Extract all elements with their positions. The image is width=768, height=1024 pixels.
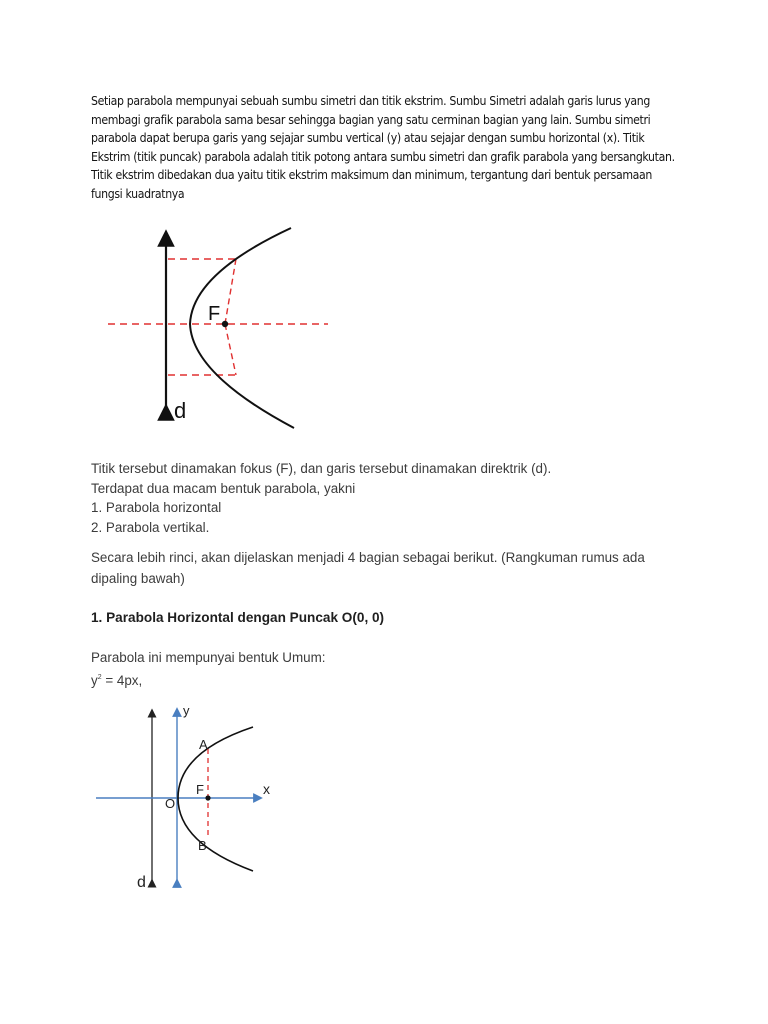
focus-label: F [208, 303, 221, 325]
upper-focal-dashed [225, 259, 236, 324]
point-a-label: A [199, 737, 208, 752]
focus-label-2: F [196, 782, 204, 797]
origin-label: O [165, 796, 176, 811]
x-axis-label: x [263, 781, 270, 797]
focus-directrix-text: Titik tersebut dinamakan fokus (F), dan garis tersebut dinamakan direktrik (d). Terdapat dua macam bentuk parabola, yakni 1. Parabola horizontal 2. Parabola vertikal. [91, 461, 552, 535]
parabola-curve [190, 228, 294, 428]
equation: $y^2 = 4px$, [91, 673, 143, 688]
directrix-label: d [174, 398, 187, 423]
details-paragraph: Secara lebih rinci, akan dijelaskan menjadi 4 bagian sebagai berikut. (Rangkuman rumus ada dipaling bawah) [91, 550, 645, 586]
general-form-label: Parabola ini mempunyai bentuk Umum: [91, 650, 326, 665]
directrix-label-2: d [137, 874, 146, 891]
intro-paragraph: Setiap parabola mempunyai sebuah sumbu simetri dan titik ekstrim. Sumbu Simetri adalah garis lurus yang membagi grafik parabola sama besar sehingga bagian yang satu cerminan bagian yang lain. Sumbu simetri parabola dapat berupa garis yang sejajar sumbu vertical (y) atau sejajar dengan sumbu horizontal (x). Titik Ekstrim (titik puncak) parabola adalah titik potong antara sumbu simetri dan grafik parabola yang bersangkutan. Titik ekstrim dibedakan dua yaitu titik ekstrim maksimum dan minimum, tergantung dari bentuk persamaan fungsi kuadratnya [91, 94, 675, 201]
y-axis-label: y [183, 703, 190, 718]
focus-point [222, 321, 228, 327]
point-b-label: B [198, 838, 207, 853]
section-heading: 1. Parabola Horizontal dengan Puncak O(0, 0) [91, 610, 385, 625]
lower-focal-dashed [225, 324, 236, 375]
focus-point-2 [205, 795, 210, 800]
parabola-curve-2 [178, 727, 253, 871]
